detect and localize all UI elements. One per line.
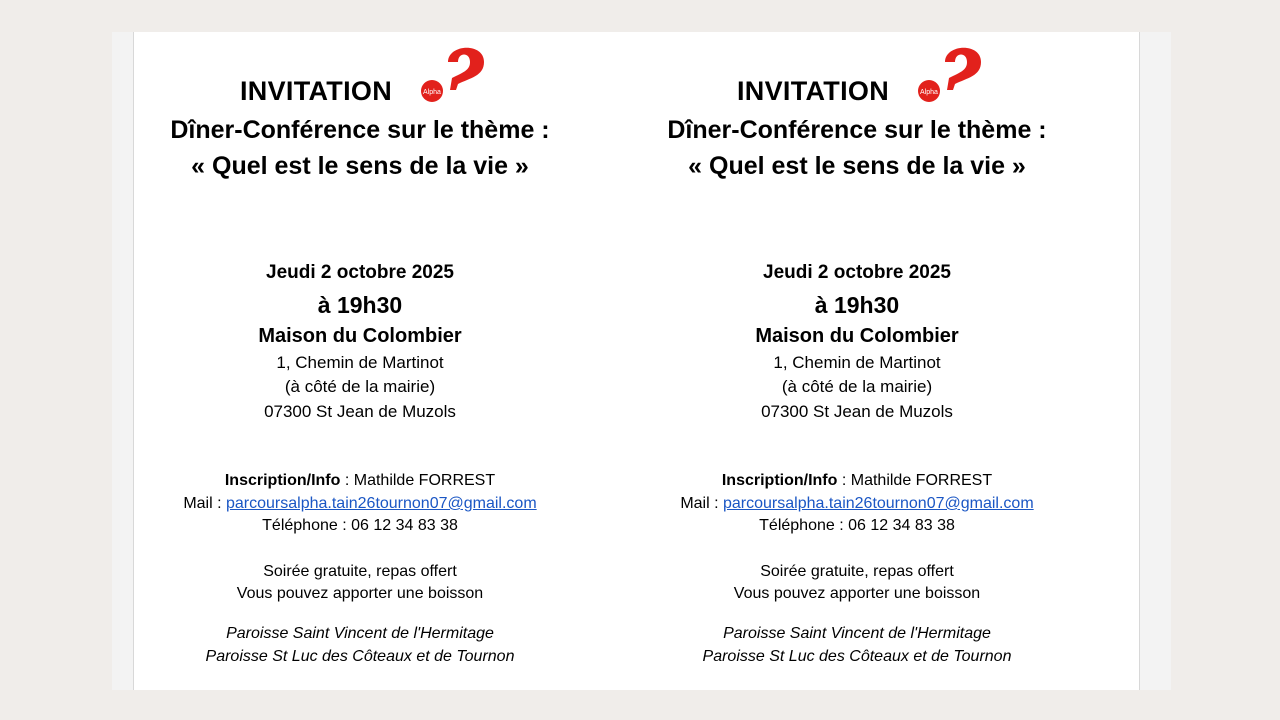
event-time: à 19h30 — [814, 292, 900, 318]
alpha-question-mark-icon — [412, 40, 492, 110]
invitation-card-right — [617, 32, 1097, 690]
alpha-question-mark-icon — [909, 40, 989, 110]
registration-sep: : — [340, 472, 354, 489]
parish-line1: Paroisse Saint Vincent de l'Hermitage — [226, 625, 494, 642]
parish-line1: Paroisse Saint Vincent de l'Hermitage — [723, 625, 991, 642]
address-line3: 07300 St Jean de Muzols — [761, 402, 953, 421]
phone-line: Téléphone : 06 12 34 83 38 — [262, 517, 458, 534]
registration-line — [617, 472, 1097, 490]
phone-line: Téléphone : 06 12 34 83 38 — [759, 517, 955, 534]
free-line1: Soirée gratuite, repas offert — [263, 563, 457, 580]
free-line2: Vous pouvez apporter une boisson — [236, 585, 484, 602]
title-row — [617, 40, 1097, 110]
invitation-card-left — [120, 32, 600, 690]
logo-text: Alpha — [423, 89, 441, 96]
logo-text: Alpha — [920, 89, 938, 96]
mail-link[interactable]: parcoursalpha.tain26tournon07@gmail.com — [226, 495, 537, 512]
document-page — [112, 32, 1171, 690]
registration-sep: : — [837, 472, 851, 489]
venue-name: Maison du Colombier — [258, 325, 462, 347]
registration-label: Inscription/Info — [224, 472, 341, 489]
registration-line — [120, 472, 600, 490]
free-line1: Soirée gratuite, repas offert — [760, 563, 954, 580]
mail-link[interactable]: parcoursalpha.tain26tournon07@gmail.com — [723, 495, 1034, 512]
mail-label: Mail : — [680, 495, 723, 512]
subtitle-line2: « Quel est le sens de la vie » — [191, 152, 529, 180]
address-line2: (à côté de la mairie) — [284, 377, 436, 396]
address-line1: 1, Chemin de Martinot — [773, 353, 941, 372]
subtitle-line1: Dîner-Conférence sur le thème : — [667, 116, 1047, 144]
mail-label: Mail : — [183, 495, 226, 512]
address-line1: 1, Chemin de Martinot — [276, 353, 444, 372]
event-date: Jeudi 2 octobre 2025 — [266, 262, 454, 283]
subtitle-line1: Dîner-Conférence sur le thème : — [170, 116, 550, 144]
mail-line — [120, 495, 600, 513]
address-line2: (à côté de la mairie) — [781, 377, 933, 396]
mail-line — [617, 495, 1097, 513]
event-date: Jeudi 2 octobre 2025 — [763, 262, 951, 283]
subtitle-line2: « Quel est le sens de la vie » — [688, 152, 1026, 180]
parish-line2: Paroisse St Luc des Côteaux et de Tournon — [702, 648, 1012, 665]
event-time: à 19h30 — [317, 292, 403, 318]
address-line3: 07300 St Jean de Muzols — [264, 402, 456, 421]
free-line2: Vous pouvez apporter une boisson — [733, 585, 981, 602]
title-row — [120, 40, 600, 110]
registration-contact: Mathilde FORREST — [353, 472, 496, 489]
invitation-title: INVITATION — [240, 76, 392, 106]
parish-line2: Paroisse St Luc des Côteaux et de Tournon — [205, 648, 515, 665]
venue-name: Maison du Colombier — [755, 325, 959, 347]
page-right-margin — [1139, 32, 1171, 690]
invitation-title: INVITATION — [737, 76, 889, 106]
registration-contact: Mathilde FORREST — [850, 472, 993, 489]
registration-label: Inscription/Info — [721, 472, 838, 489]
